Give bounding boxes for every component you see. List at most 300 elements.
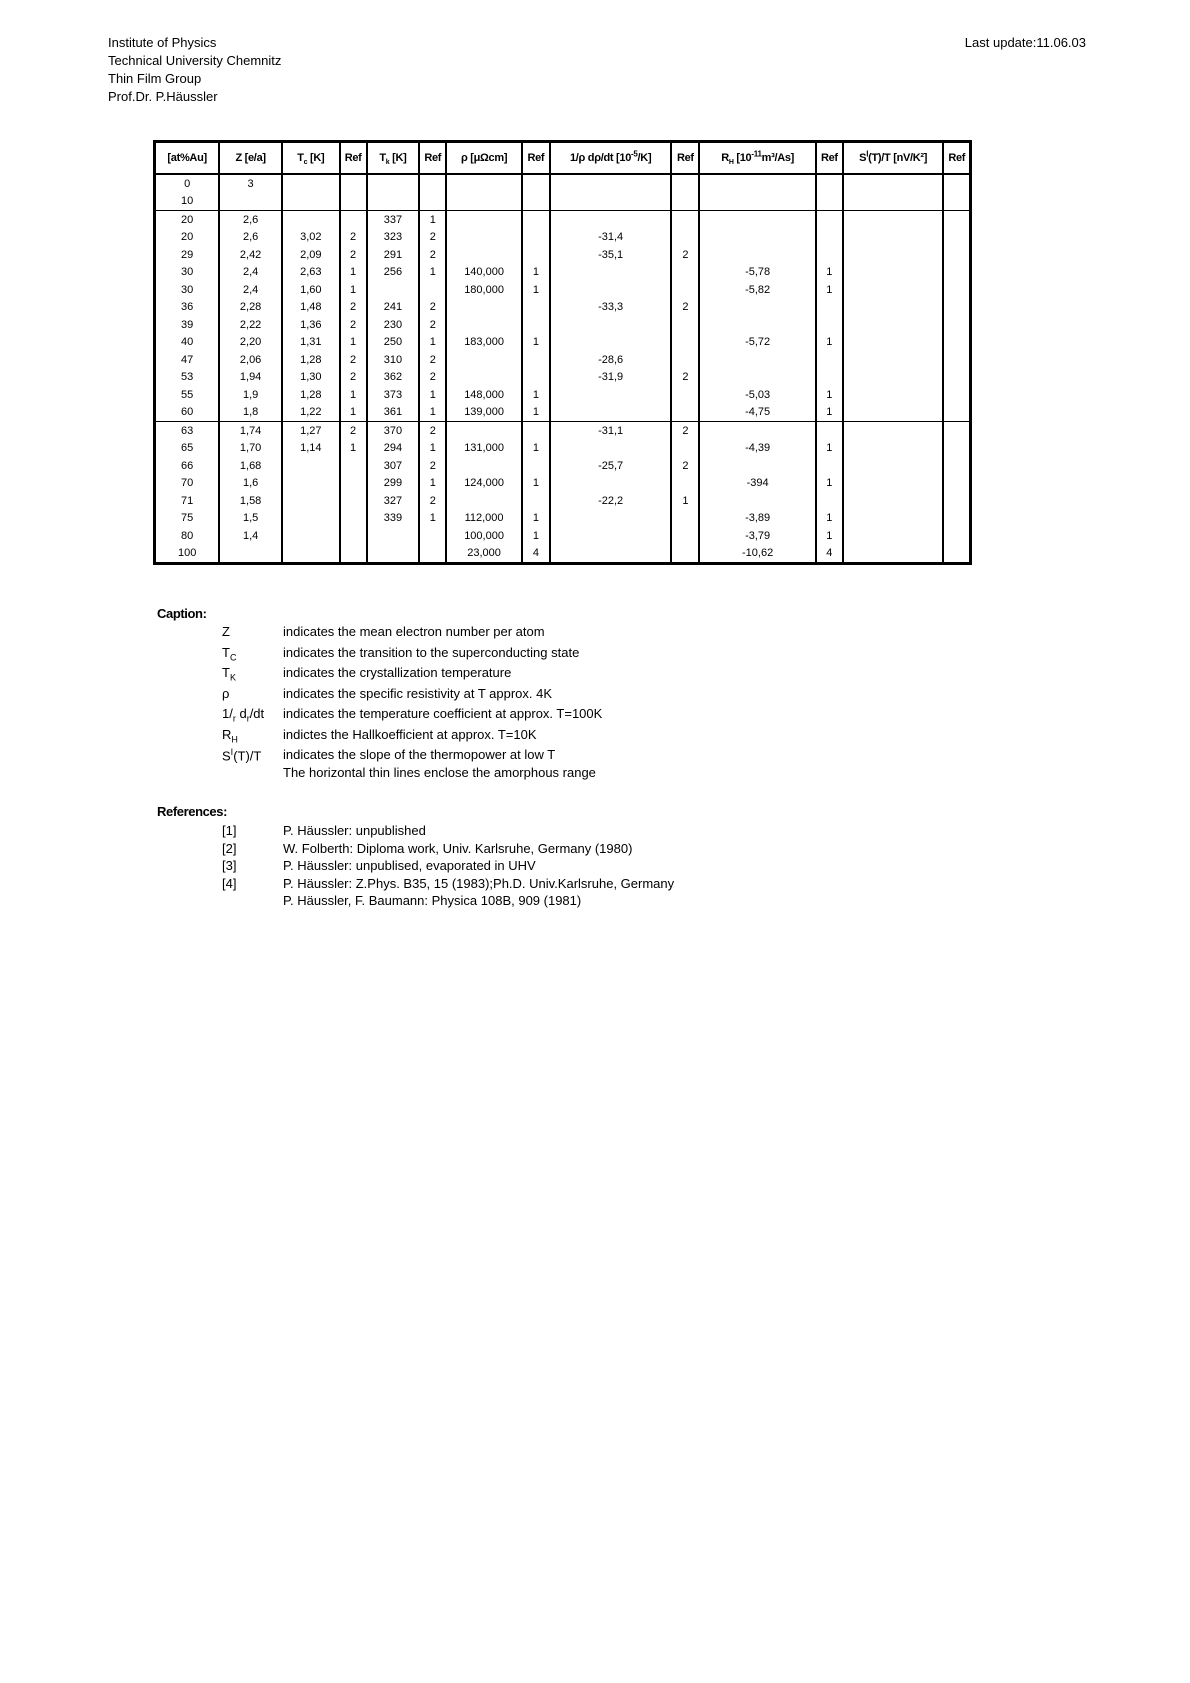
table-cell: 1 bbox=[522, 527, 550, 545]
caption-symbol-sub2: r bbox=[246, 713, 250, 724]
table-row bbox=[155, 334, 971, 352]
table-cell bbox=[446, 369, 522, 387]
table-cell: 53 bbox=[181, 371, 194, 384]
column-header-main: T bbox=[297, 152, 304, 164]
table-cell bbox=[816, 229, 843, 247]
table-row bbox=[155, 369, 971, 387]
table-cell bbox=[943, 334, 970, 352]
table-cell: -31,4 bbox=[550, 229, 672, 247]
table-cell bbox=[446, 299, 522, 317]
table-cell bbox=[816, 492, 843, 510]
table-cell bbox=[340, 527, 367, 545]
caption-symbol-sup: I bbox=[230, 747, 234, 757]
column-header bbox=[943, 142, 970, 175]
table-row bbox=[155, 422, 971, 440]
table-cell bbox=[522, 457, 550, 475]
table-cell bbox=[446, 174, 522, 193]
table-cell: 1 bbox=[816, 527, 843, 545]
table-cell: 139,000 bbox=[446, 404, 522, 422]
table-cell: -4,39 bbox=[699, 440, 816, 458]
table-cell: 71 bbox=[181, 494, 194, 507]
table-cell bbox=[943, 527, 970, 545]
table-cell bbox=[699, 369, 816, 387]
table-row bbox=[155, 351, 971, 369]
table-cell bbox=[446, 422, 522, 440]
table-row bbox=[155, 510, 971, 528]
table-cell bbox=[843, 246, 944, 264]
table-cell: 2,28 bbox=[219, 299, 282, 317]
table-cell bbox=[671, 475, 699, 493]
table-cell: 1 bbox=[522, 264, 550, 282]
table-cell: 1,9 bbox=[219, 386, 282, 404]
table-cell bbox=[699, 193, 816, 211]
table-cell bbox=[943, 281, 970, 299]
caption-symbol bbox=[222, 645, 283, 663]
table-row bbox=[155, 316, 971, 334]
table-cell bbox=[550, 475, 672, 493]
table-cell: 362 bbox=[367, 369, 420, 387]
table-cell: -3,89 bbox=[699, 510, 816, 528]
table-cell: 40 bbox=[181, 336, 194, 349]
table-cell: 0 bbox=[184, 177, 191, 190]
table-cell bbox=[843, 351, 944, 369]
table-row bbox=[155, 527, 971, 545]
table-row bbox=[155, 404, 971, 422]
column-header bbox=[671, 142, 699, 175]
table-cell: 1 bbox=[816, 475, 843, 493]
caption-symbol-main: T bbox=[222, 665, 230, 680]
table-cell: 55 bbox=[181, 388, 194, 401]
table-cell: 310 bbox=[367, 351, 420, 369]
table-cell bbox=[699, 422, 816, 440]
table-cell bbox=[943, 299, 970, 317]
table-cell bbox=[446, 193, 522, 211]
table-cell bbox=[699, 316, 816, 334]
caption-symbol-main: R bbox=[222, 726, 232, 742]
reference-number: [1] bbox=[222, 823, 237, 838]
table-cell bbox=[943, 404, 970, 422]
table-cell: -31,1 bbox=[550, 422, 672, 440]
data-table bbox=[153, 140, 972, 565]
table-cell: 291 bbox=[367, 246, 420, 264]
table-cell bbox=[843, 545, 944, 564]
table-cell: 1,28 bbox=[282, 351, 340, 369]
caption-text: indicates the crystallization temperature bbox=[283, 665, 512, 680]
table-cell bbox=[419, 527, 446, 545]
table-cell bbox=[816, 316, 843, 334]
column-header-main: ρ [μΩcm] bbox=[460, 152, 508, 164]
table-cell: -22,2 bbox=[550, 492, 672, 510]
institution-line: Institute of Physics bbox=[108, 35, 217, 50]
table-cell bbox=[699, 246, 816, 264]
table-cell: 1 bbox=[419, 264, 446, 282]
table-cell bbox=[671, 264, 699, 282]
table-cell bbox=[816, 174, 843, 193]
column-header bbox=[446, 142, 522, 175]
table-cell bbox=[282, 193, 340, 211]
column-header-tail: m³/As] bbox=[761, 152, 795, 164]
table-cell: 1 bbox=[522, 475, 550, 493]
caption-item bbox=[222, 706, 602, 727]
reference-item bbox=[222, 823, 674, 841]
table-cell: 1 bbox=[522, 334, 550, 352]
table-cell bbox=[843, 211, 944, 229]
table-cell bbox=[367, 527, 420, 545]
caption-symbol bbox=[222, 665, 283, 683]
table-cell bbox=[282, 492, 340, 510]
table-cell bbox=[550, 281, 672, 299]
table-cell bbox=[943, 545, 970, 564]
column-header-sup: -11 bbox=[751, 149, 762, 159]
table-cell bbox=[282, 527, 340, 545]
caption-text: indicates the transition to the superconducting state bbox=[283, 644, 580, 660]
caption-item bbox=[222, 686, 602, 707]
table-cell bbox=[340, 174, 367, 193]
table-cell: 3,02 bbox=[282, 229, 340, 247]
table-cell: 1 bbox=[419, 475, 446, 493]
table-cell bbox=[550, 264, 672, 282]
table-cell: 339 bbox=[367, 510, 420, 528]
table-cell bbox=[943, 369, 970, 387]
table-cell bbox=[843, 404, 944, 422]
table-cell: 1,6 bbox=[219, 475, 282, 493]
column-header-main: Ref bbox=[676, 152, 694, 164]
table-cell: 39 bbox=[181, 318, 194, 331]
table-cell: 370 bbox=[367, 422, 420, 440]
table-cell bbox=[843, 264, 944, 282]
caption-text: indictes the Hallkoefficient at approx. T=10K bbox=[283, 726, 537, 742]
table-cell: 140,000 bbox=[446, 264, 522, 282]
table-cell: 299 bbox=[367, 475, 420, 493]
table-cell bbox=[446, 246, 522, 264]
table-cell: 241 bbox=[367, 299, 420, 317]
table-cell: 1 bbox=[816, 334, 843, 352]
table-cell: 1 bbox=[340, 281, 367, 299]
table-cell: 183,000 bbox=[446, 334, 522, 352]
table-cell: 2,63 bbox=[282, 264, 340, 282]
table-cell: 66 bbox=[181, 459, 194, 472]
table-cell bbox=[943, 174, 970, 193]
table-cell bbox=[522, 229, 550, 247]
table-cell bbox=[340, 545, 367, 564]
column-header-main: S bbox=[859, 152, 867, 164]
table-cell: 2 bbox=[340, 351, 367, 369]
table-cell: 1 bbox=[340, 386, 367, 404]
table-cell bbox=[943, 475, 970, 493]
table-cell bbox=[843, 457, 944, 475]
caption-item bbox=[222, 645, 602, 666]
table-cell bbox=[843, 527, 944, 545]
table-cell bbox=[843, 492, 944, 510]
table-cell bbox=[943, 264, 970, 282]
table-cell: 2 bbox=[340, 369, 367, 387]
table-cell bbox=[816, 351, 843, 369]
table-cell bbox=[843, 510, 944, 528]
table-cell: 361 bbox=[367, 404, 420, 422]
table-cell: 1 bbox=[419, 510, 446, 528]
table-cell bbox=[522, 422, 550, 440]
caption-symbol-sub: K bbox=[229, 672, 236, 683]
reference-item bbox=[222, 858, 674, 876]
table-cell: 100,000 bbox=[446, 527, 522, 545]
table-cell: 2,6 bbox=[219, 211, 282, 229]
table-cell: 2 bbox=[419, 299, 446, 317]
table-cell bbox=[367, 174, 420, 193]
table-cell: 80 bbox=[181, 529, 194, 542]
table-cell bbox=[550, 386, 672, 404]
column-header-main: Ref bbox=[948, 152, 966, 164]
table-cell: 2 bbox=[419, 351, 446, 369]
table-cell bbox=[671, 404, 699, 422]
table-cell: 30 bbox=[181, 283, 194, 296]
table-cell bbox=[671, 281, 699, 299]
table-cell bbox=[522, 369, 550, 387]
reference-number: [2] bbox=[222, 840, 237, 856]
table-cell: 65 bbox=[181, 442, 194, 455]
table-cell bbox=[943, 422, 970, 440]
table-row bbox=[155, 457, 971, 475]
column-header-suffix: [10 bbox=[733, 152, 752, 164]
table-cell: 2 bbox=[419, 492, 446, 510]
column-header-main: R bbox=[721, 152, 729, 164]
table-cell: 2 bbox=[419, 229, 446, 247]
table-cell bbox=[816, 369, 843, 387]
column-header-main: Z [e/a] bbox=[235, 152, 266, 164]
table-cell bbox=[671, 211, 699, 229]
table-cell: 250 bbox=[367, 334, 420, 352]
table-header-row bbox=[155, 142, 971, 175]
table-cell: 1,5 bbox=[219, 510, 282, 528]
table-cell bbox=[671, 440, 699, 458]
column-header-sub: k bbox=[385, 159, 390, 167]
table-cell: 2 bbox=[419, 457, 446, 475]
table-cell bbox=[699, 229, 816, 247]
table-cell bbox=[367, 281, 420, 299]
caption-item bbox=[222, 624, 602, 645]
table-cell: -31,9 bbox=[550, 369, 672, 387]
table-cell bbox=[671, 351, 699, 369]
table-cell bbox=[219, 545, 282, 564]
caption-symbol-sub: H bbox=[231, 734, 238, 745]
table-cell bbox=[671, 229, 699, 247]
table-cell bbox=[843, 174, 944, 193]
table-cell bbox=[943, 440, 970, 458]
table-cell bbox=[340, 492, 367, 510]
table-cell: 180,000 bbox=[446, 281, 522, 299]
caption-text: indicates the slope of the thermopower at low T bbox=[283, 747, 556, 762]
table-cell: 2,6 bbox=[219, 229, 282, 247]
column-header bbox=[522, 142, 550, 175]
table-cell: 1 bbox=[816, 264, 843, 282]
table-cell bbox=[699, 457, 816, 475]
institution-line: Technical University Chemnitz bbox=[108, 53, 282, 68]
table-cell: 1 bbox=[522, 404, 550, 422]
reference-item bbox=[222, 893, 674, 911]
table-row bbox=[155, 440, 971, 458]
table-cell: 337 bbox=[367, 211, 420, 229]
table-row bbox=[155, 211, 971, 229]
table-cell bbox=[843, 299, 944, 317]
table-row bbox=[155, 174, 971, 193]
table-cell: -28,6 bbox=[550, 351, 672, 369]
institution-line: Thin Film Group bbox=[108, 71, 202, 86]
table-cell bbox=[282, 475, 340, 493]
table-cell: 2,4 bbox=[219, 281, 282, 299]
table-cell: 60 bbox=[181, 406, 194, 419]
table-cell: 294 bbox=[367, 440, 420, 458]
column-header-main: Ref bbox=[527, 152, 545, 164]
caption-text: indicates the mean electron number per atom bbox=[283, 624, 545, 639]
caption-text: indicates the specific resistivity at T approx. 4K bbox=[283, 685, 553, 701]
table-cell: 1,30 bbox=[282, 369, 340, 387]
table-cell bbox=[367, 193, 420, 211]
caption-symbol-main: Z bbox=[222, 624, 230, 639]
table-cell bbox=[550, 510, 672, 528]
table-cell: 1 bbox=[340, 404, 367, 422]
table-cell bbox=[671, 193, 699, 211]
column-header-tail: (T)/T [nV/K²] bbox=[868, 152, 928, 164]
table-cell: 23,000 bbox=[446, 545, 522, 564]
column-header bbox=[340, 142, 367, 175]
table-cell bbox=[550, 211, 672, 229]
table-cell bbox=[419, 193, 446, 211]
column-header bbox=[843, 142, 944, 175]
table-cell: 30 bbox=[181, 266, 194, 279]
table-cell: 1 bbox=[419, 404, 446, 422]
table-cell bbox=[550, 545, 672, 564]
table-cell: 2,09 bbox=[282, 246, 340, 264]
table-cell bbox=[550, 527, 672, 545]
table-cell bbox=[522, 211, 550, 229]
column-header-sup: I bbox=[866, 149, 869, 159]
table-cell bbox=[816, 299, 843, 317]
table-row bbox=[155, 264, 971, 282]
table-cell: 1 bbox=[340, 334, 367, 352]
table-cell bbox=[367, 545, 420, 564]
table-cell bbox=[671, 510, 699, 528]
table-cell: 1 bbox=[522, 281, 550, 299]
table-cell bbox=[550, 174, 672, 193]
table-cell: 70 bbox=[181, 477, 194, 490]
table-cell bbox=[340, 510, 367, 528]
reference-number: [3] bbox=[222, 858, 237, 873]
caption-item bbox=[222, 727, 602, 748]
column-header-sub: H bbox=[728, 159, 734, 167]
table-cell bbox=[419, 281, 446, 299]
institution-line: Prof.Dr. P.Häussler bbox=[108, 89, 218, 104]
table-cell bbox=[843, 369, 944, 387]
table-cell bbox=[550, 334, 672, 352]
table-row bbox=[155, 492, 971, 510]
table-cell: 2 bbox=[340, 246, 367, 264]
table-cell: 1 bbox=[816, 281, 843, 299]
table-cell: 1 bbox=[816, 510, 843, 528]
table-cell bbox=[282, 211, 340, 229]
reference-item bbox=[222, 841, 674, 859]
column-header-main: [at%Au] bbox=[167, 152, 207, 164]
table-cell bbox=[522, 193, 550, 211]
table-cell bbox=[943, 492, 970, 510]
table-cell bbox=[943, 246, 970, 264]
column-header-main: Ref bbox=[344, 152, 362, 164]
caption-symbol bbox=[222, 686, 283, 701]
column-header bbox=[219, 142, 282, 175]
table-cell: 307 bbox=[367, 457, 420, 475]
table-cell bbox=[699, 351, 816, 369]
table-cell bbox=[943, 351, 970, 369]
table-cell: -5,78 bbox=[699, 264, 816, 282]
reference-text: W. Folberth: Diploma work, Univ. Karlsruhe, Germany (1980) bbox=[283, 840, 633, 856]
caption-item bbox=[222, 765, 602, 786]
table-cell: 1,48 bbox=[282, 299, 340, 317]
table-cell: 1,36 bbox=[282, 316, 340, 334]
table-cell bbox=[446, 211, 522, 229]
table-cell: 10 bbox=[181, 195, 194, 208]
table-cell bbox=[699, 492, 816, 510]
table-cell: 1 bbox=[522, 440, 550, 458]
table-cell bbox=[340, 211, 367, 229]
table-cell: -33,3 bbox=[550, 299, 672, 317]
table-cell bbox=[816, 193, 843, 211]
table-cell: 124,000 bbox=[446, 475, 522, 493]
table-cell bbox=[816, 211, 843, 229]
table-cell: -3,79 bbox=[699, 527, 816, 545]
table-row bbox=[155, 193, 971, 211]
table-cell: 2,06 bbox=[219, 351, 282, 369]
table-cell bbox=[843, 475, 944, 493]
caption-symbol-dt: /dt bbox=[249, 706, 265, 721]
table-cell: 4 bbox=[816, 545, 843, 564]
column-header bbox=[419, 142, 446, 175]
table-cell bbox=[816, 246, 843, 264]
table-cell bbox=[522, 246, 550, 264]
table-cell bbox=[446, 229, 522, 247]
column-header-suffix: [K] bbox=[389, 152, 407, 164]
table-cell: 1 bbox=[816, 440, 843, 458]
column-header bbox=[282, 142, 340, 175]
table-cell: -10,62 bbox=[699, 545, 816, 564]
table-cell: 1 bbox=[419, 440, 446, 458]
table-cell bbox=[943, 457, 970, 475]
table-cell bbox=[943, 211, 970, 229]
table-row bbox=[155, 545, 971, 564]
table-cell: 2 bbox=[419, 369, 446, 387]
table-cell: 1,28 bbox=[282, 386, 340, 404]
caption-symbol-main: 1/ bbox=[222, 706, 233, 721]
table-cell bbox=[699, 299, 816, 317]
reference-text: P. Häussler: Z.Phys. B35, 15 (1983);Ph.D. Univ.Karlsruhe, Germany bbox=[283, 875, 675, 891]
table-cell bbox=[340, 193, 367, 211]
table-cell: -35,1 bbox=[550, 246, 672, 264]
table-cell: 2 bbox=[340, 422, 367, 440]
references-title: References: bbox=[157, 804, 228, 819]
table-cell: 327 bbox=[367, 492, 420, 510]
table-cell: 2 bbox=[671, 246, 699, 264]
table-cell bbox=[843, 193, 944, 211]
reference-text: P. Häussler: unpublised, evaporated in UHV bbox=[283, 858, 536, 873]
table-row bbox=[155, 299, 971, 317]
table-cell: 2 bbox=[340, 229, 367, 247]
table-cell: 1 bbox=[816, 386, 843, 404]
column-header bbox=[155, 142, 220, 175]
table-row bbox=[155, 229, 971, 247]
table-cell bbox=[671, 334, 699, 352]
table-cell: 29 bbox=[181, 248, 194, 261]
caption-symbol bbox=[222, 706, 283, 724]
table-cell: 2,20 bbox=[219, 334, 282, 352]
caption-symbol-sub: C bbox=[229, 652, 237, 663]
table-cell: 75 bbox=[181, 512, 194, 525]
